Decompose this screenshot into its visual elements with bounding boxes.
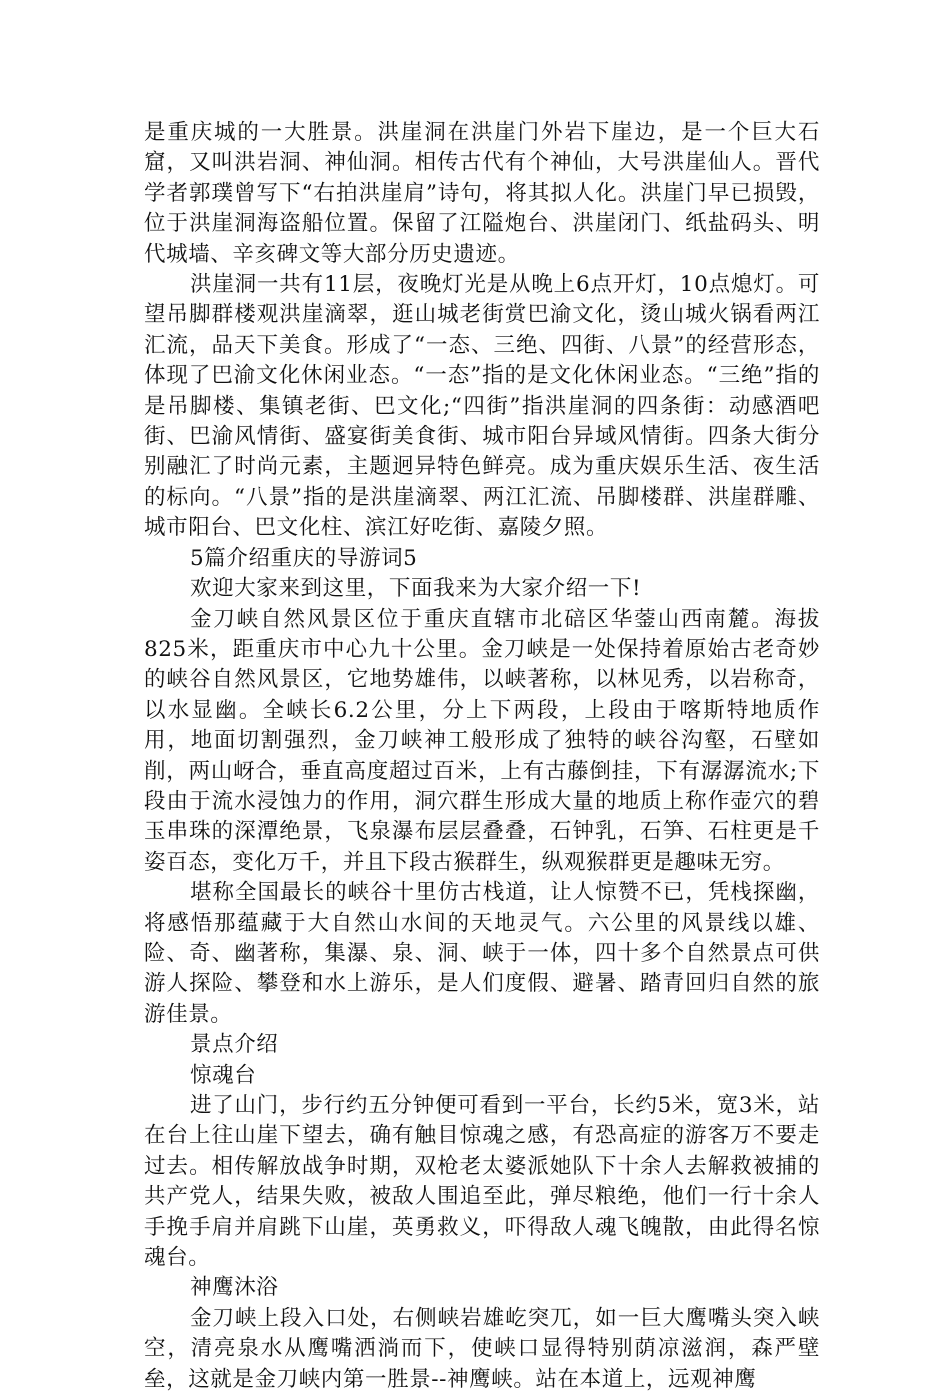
paragraph-hongyadong-floors: 洪崖洞一共有11层，夜晚灯光是从晚上6点开灯，10点熄灯。可望吊脚群楼观洪崖滴翠，逛山城老街赏巴渝文化，烫山城火锅看两江汇流，品天下美食。形成了“一态、三绝、四街、八景”的经营形态，体现了巴渝文化休闲业态。“一态”指的是文化休闲业态。“三绝”指的是吊脚楼、集镇老街、巴文化;“四街”指洪崖洞的四条街：动感酒吧街、巴渝风情街、盛宴街美食街、城市阳台异域风情街。四条大街分别融汇了时尚元素，主题迥异特色鲜亮。成为重庆娱乐生活、夜生活的标向。“八景”指的是洪崖滴翠、两江汇流、吊脚楼群、洪崖群雕、城市阳台、巴文化柱、滨江好吃街、嘉陵夕照。 [144, 272, 820, 541]
paragraph-hongyadong-intro: 是重庆城的一大胜景。洪崖洞在洪崖门外岩下崖边，是一个巨大石窟，又叫洪岩洞、神仙洞。相传古代有个神仙，大号洪崖仙人。晋代学者郭璞曾写下“右拍洪崖肩”诗句，将其拟人化。洪崖门早已损毁，位于洪崖洞海盗船位置。保留了江隘炮台、洪崖闭门、纸盐码头、明代城墙、辛亥碑文等大部分历史遗迹。 [144, 120, 820, 267]
paragraph-jindaoxia-overview: 金刀峡自然风景区位于重庆直辖市北碚区华蓥山西南麓。海拔825米，距重庆市中心九十公里。金刀峡是一处保持着原始古老奇妙的峡谷自然风景区，它地势雄伟，以峡著称，以林见秀，以岩称奇，以水显幽。全峡长6.2公里，分上下两段，上段由于喀斯特地质作用，地面切割强烈，金刀峡神工般形成了独特的峡谷沟壑，石壁如削，两山岈合，垂直高度超过百米，上有古藤倒挂，下有潺潺流水;下段由于流水浸蚀力的作用，洞穴群生形成大量的地质上称作壶穴的碧玉串珠的深潭绝景，飞泉瀑布层层叠叠，石钟乳，石笋、石柱更是千姿百态，变化万千，并且下段古猴群生，纵观猴群更是趣味无穷。 [144, 606, 820, 875]
heading-shenying-muyu: 神鹰沐浴 [190, 1275, 279, 1301]
paragraph-plank-road: 堪称全国最长的峡谷十里仿古栈道，让人惊赞不已，凭栈探幽，将感悟那蕴藏于大自然山水间的天地灵气。六公里的风景线以雄、险、奇、幽著称，集瀑、泉、洞、峡于一体，四十多个自然景点可供游人探险、攀登和水上游乐，是人们度假、避暑、踏青回归自然的旅游佳景。 [144, 880, 820, 1027]
paragraph-jinghuntai: 进了山门，步行约五分钟便可看到一平台，长约5米，宽3米，站在台上往山崖下望去，确有触目惊魂之感，有恐高症的游客万不要走过去。相传解放战争时期，双枪老太婆派她队下十余人去解救被捕的共产党人，结果失败，被敌人围追至此，弹尽粮绝，他们一行十余人手挽手肩并肩跳下山崖，英勇救义，吓得敌人魂飞魄散，由此得名惊魂台。 [144, 1093, 820, 1271]
heading-jinghuntai: 惊魂台 [190, 1062, 257, 1088]
document-body [144, 118, 820, 1395]
paragraph-welcome: 欢迎大家来到这里，下面我来为大家介绍一下! [190, 576, 642, 602]
heading-scenic-spots: 景点介绍 [190, 1032, 279, 1058]
section-heading-guide-5: 5篇介绍重庆的导游词5 [190, 545, 418, 571]
paragraph-shenying-muyu: 金刀峡上段入口处，右侧峡岩雄屹突兀，如一巨大鹰嘴头突入峡空，清亮泉水从鹰嘴洒淌而下，使峡口显得特别荫凉滋润，森严壁垒，这就是金刀峡内第一胜景--神鹰峡。站在本道上，远观神鹰 [144, 1305, 820, 1392]
